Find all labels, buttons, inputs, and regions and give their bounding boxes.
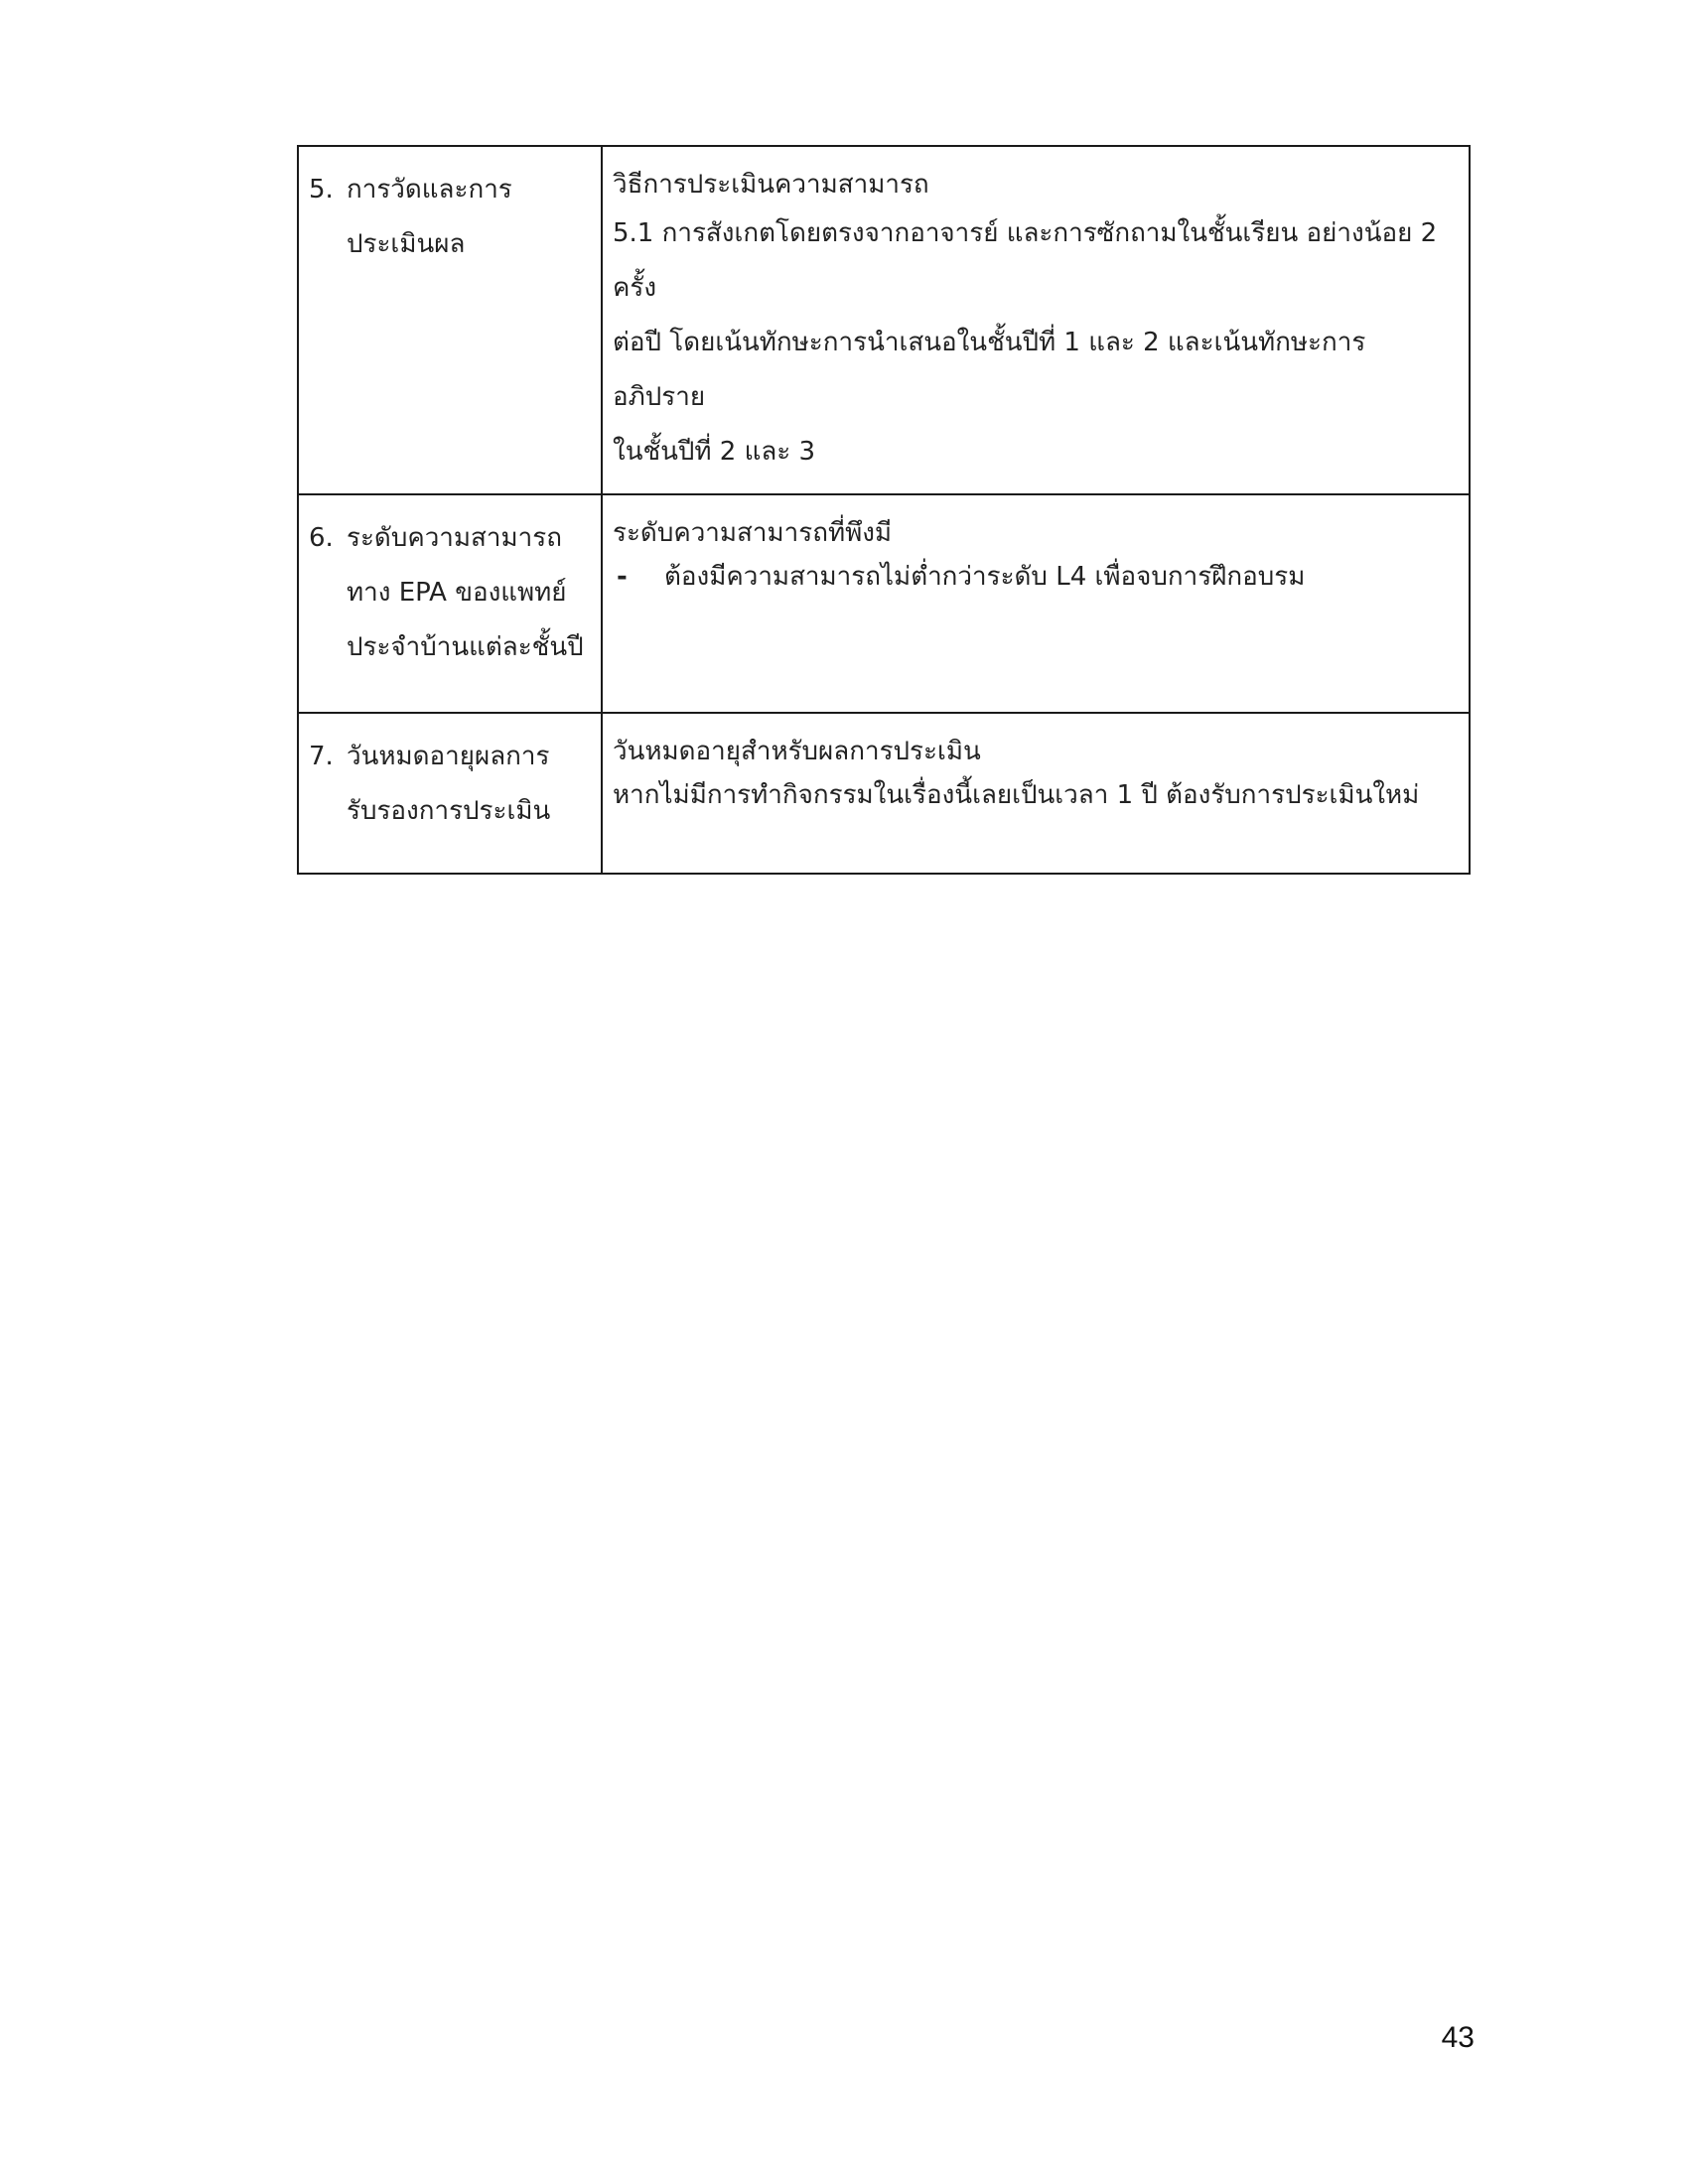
- row-label: [309, 730, 589, 839]
- row-label-line: ระดับความสามารถ: [347, 523, 562, 553]
- page-number: 43: [1441, 2021, 1475, 2054]
- row-number: 5.: [309, 175, 334, 205]
- row-label-line: วันหมดอายุผลการ: [347, 742, 550, 771]
- row-label-cell: [298, 713, 602, 874]
- row-heading: ระดับความสามารถที่พึงมี: [613, 518, 893, 548]
- row-label-line: ประเมินผล: [347, 229, 466, 259]
- row-label: [309, 511, 589, 675]
- table-row: [298, 146, 1470, 494]
- table-row: [298, 713, 1470, 874]
- row-number: 7.: [309, 742, 334, 771]
- row-label-cell: [298, 146, 602, 494]
- row-body-line: ในชั้นปีที่ 2 และ 3: [613, 437, 816, 467]
- row-label-text: [347, 730, 589, 839]
- row-label-line: การวัดและการ: [347, 175, 512, 205]
- row-number: 6.: [309, 523, 334, 553]
- table-row: [298, 494, 1470, 713]
- row-content-cell: [602, 494, 1470, 713]
- row-label-text: [347, 511, 589, 675]
- assessment-table: [297, 145, 1471, 875]
- row-label-text: [347, 163, 589, 272]
- bullet-dash-icon: -: [617, 562, 628, 592]
- row-body-line: หากไม่มีการทำกิจกรรมในเรื่องนี้เลยเป็นเวลา 1 ปี ต้องรับการประเมินใหม่: [613, 780, 1420, 810]
- row-label-line: ประจำบ้านแต่ละชั้นปี: [347, 632, 584, 662]
- bullet-text: ต้องมีความสามารถไม่ต่ำกว่าระดับ L4 เพื่อจบการฝึกอบรม: [664, 562, 1306, 592]
- bullet-item: [613, 555, 1457, 599]
- row-body-line: ต่อปี โดยเน้นทักษะการนำเสนอในชั้นปีที่ 1 และ 2 และเน้นทักษะการอภิปราย: [613, 328, 1366, 412]
- row-body-line: 5.1 การสังเกตโดยตรงจากอาจารย์ และการซักถามในชั้นเรียน อย่างน้อย 2 ครั้ง: [613, 218, 1438, 303]
- row-heading: วันหมดอายุสำหรับผลการประเมิน: [613, 737, 981, 766]
- row-label: [309, 163, 589, 272]
- row-label-line: รับรองการประเมิน: [347, 796, 551, 826]
- row-content-cell: [602, 713, 1470, 874]
- row-label-cell: [298, 494, 602, 713]
- row-heading: วิธีการประเมินความสามารถ: [613, 170, 929, 200]
- row-content-cell: [602, 146, 1470, 494]
- row-label-line: ทาง EPA ของแพทย์: [347, 578, 567, 608]
